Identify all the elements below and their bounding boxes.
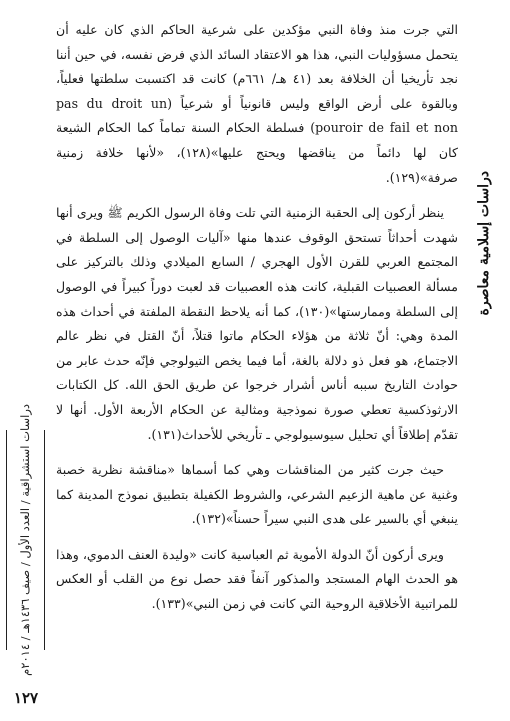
journal-logo [464, 168, 504, 318]
running-footer [4, 404, 48, 710]
paragraph-3: حيث جرت كثير من المناقشات وهي كما أسماها «مناقشة نظرية خصبة وغنية عن ماهية الزعيم الشرعي، والشروط الكفيلة بتطبيق نموذج المدينة كما ينبغي أي بالسير على هدى النبي سيراً حسناً»(١٣٢). [56, 462, 458, 527]
page-number: ١٢٧ [13, 689, 39, 707]
band-rule-right [44, 430, 45, 650]
journal-logo-text: دراسات إسلامية معاصرة [476, 170, 492, 316]
journal-issue-band [10, 404, 40, 676]
body-text [56, 18, 458, 628]
paragraph-4: ويرى أركون أنّ الدولة الأموية ثم العباسية كانت «وليدة العنف الدموي، وهذا هو الحدث الهام المستجد والمذكور آنفاً فقد حصل نوع من القلب أو العكس للمراتبية الأخلاقية الروحية التي كانت في زمن النبي»(١٣٣). [56, 546, 458, 612]
journal-issue-text: دراسات استشراقية / العدد الأول / صيف ١٤٣٦هـ / ٢٠١٤م [18, 404, 32, 676]
paragraph-1: التي جرت منذ وفاة النبي مؤكدين على شرعية الحاكم الذي كان عليه أن يتحمل مسؤوليات النبي، هذا هو الاعتقاد السائد الذي فرض نفسه، في حين أننا نجد تأريخيا أن الخلافة بعد (٤١ هـ/ ٦٦١م) كانت قد اكتسبت سلطتها فعلياً، وبالقوة على أرض الواقع وليس قانونياً أو شرعياً (pas du droit un pouroir de fail et non) فسلطة الحكام السنة تماماً كما الحكام الشيعة كان لها دائماً من يناقضها ويحتج عليها»(١٢٨)، «لأنها خلافة زمنية صرفة»(١٢٩). [56, 22, 458, 185]
band-rule-left [6, 430, 7, 650]
paragraph-2: ينظر أركون إلى الحقبة الزمنية التي تلت وفاة الرسول الكريم ﷺ ويرى أنها شهدت أحداثاً تستحق الوقوف عندها منها «آليات الوصول إلى السلطة في المجتمع العربي للقرن الأول الهجري / السابع الميلادي وذلك بالتركيز على مسألة العصبيات القبلية، كانت هذه العصبيات قد لعبت دوراً كبيراً في الوصول إلى السلطة وممارستها»(١٣٠)، كما أنه يلاحظ النقطة الملفتة في أحداث هذه المدة وهي: أنّ ثلاثة من هؤلاء الحكام ماتوا قتلاً، أنّ القتل في نظر عالم الاجتماع، هو فعل ذو دلالة بالغة، أما فيما يخص التيولوجي فإنّه حدث عابر من حوادث التاريخ سببه أناس أشرار خرجوا عن طريق الحق الله. كل الكتابات الارثوذكسية تعطي صورة نموذجية ومثالية عن الحكام الأربعة الأول. أنها لا تقدّم إطلاقاً أي تحليل سيوسيولوجي ـ تأريخي للأحداث(١٣١). [56, 205, 458, 442]
